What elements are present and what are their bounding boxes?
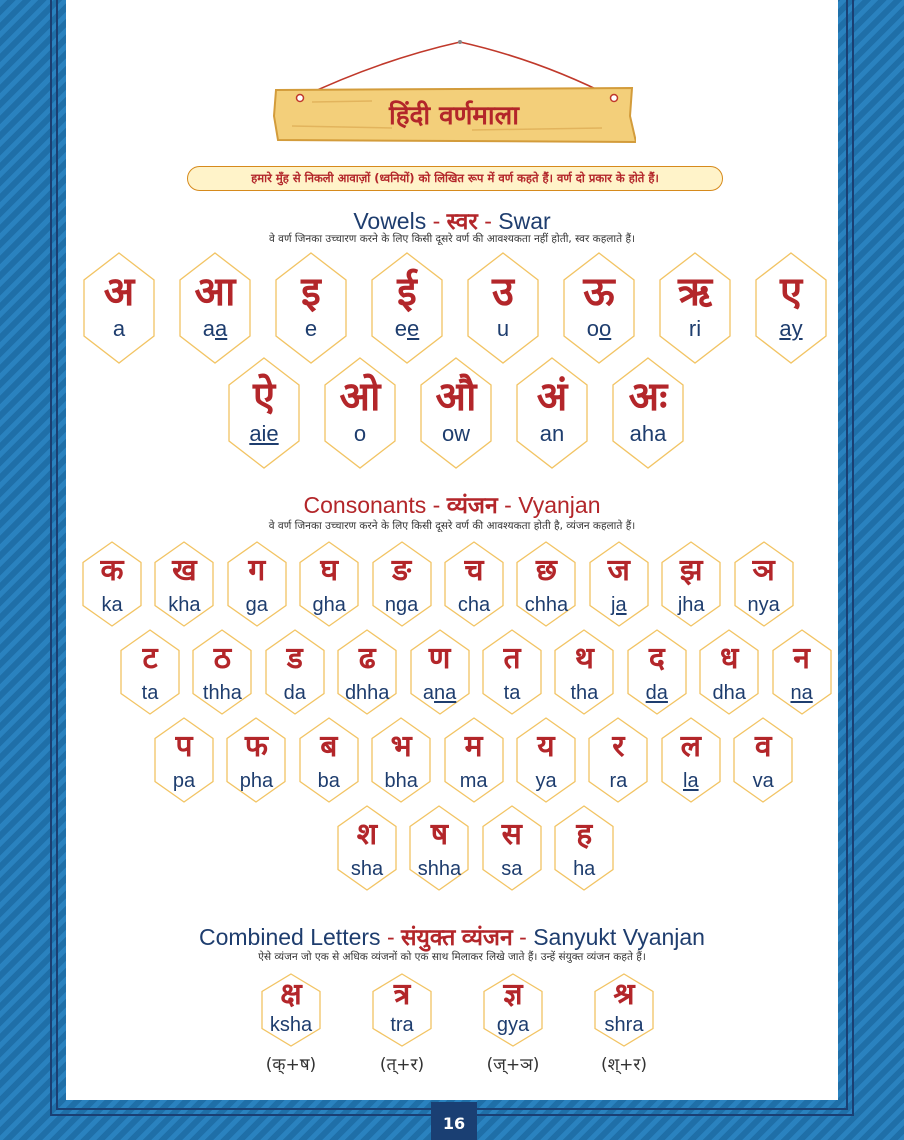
letter-glyph: उ (492, 269, 514, 315)
letter-card (482, 629, 542, 715)
letter-glyph: ऐ (252, 374, 276, 420)
transliteration (120, 681, 180, 705)
transliteration-part: ma (459, 770, 488, 792)
transliteration (299, 769, 359, 793)
transliteration-part: va (752, 770, 774, 792)
letter-card (444, 541, 504, 627)
letter-glyph: ह (576, 817, 593, 852)
letter-card (371, 252, 443, 364)
letter-glyph: ब (320, 729, 338, 764)
transliteration (226, 769, 286, 793)
heading-dash: - (386, 924, 395, 950)
transliteration-part: cha (457, 594, 491, 616)
letter-glyph: न (793, 641, 810, 676)
letter-card (516, 717, 576, 803)
letter-card (467, 252, 539, 364)
transliteration-part: shha (417, 858, 462, 880)
consonants-heading (66, 488, 838, 520)
transliteration-part: ka (101, 594, 123, 616)
transliteration-part: sa (501, 858, 523, 880)
transliteration-part: e (407, 316, 420, 341)
letter-glyph: म (464, 729, 483, 764)
transliteration (588, 769, 648, 793)
letter-glyph: ध (719, 641, 739, 676)
transliteration (409, 857, 469, 881)
transliteration-part: aha (629, 421, 667, 446)
transliteration (192, 681, 252, 705)
transliteration (261, 1013, 321, 1037)
transliteration (444, 593, 504, 617)
heading-dash: - (432, 492, 441, 518)
combined-formula: (क्+ष) (265, 1055, 317, 1075)
letter-card (516, 357, 588, 469)
transliteration-part: ya (535, 770, 557, 792)
letter-card (554, 805, 614, 891)
transliteration-part: gya (496, 1014, 530, 1036)
transliteration-part: ksha (269, 1014, 313, 1036)
transliteration-part: ta (503, 682, 521, 704)
letter-card (372, 541, 432, 627)
letter-glyph: ट (142, 641, 158, 676)
transliteration-part: o (353, 421, 367, 446)
transliteration-part: gha (312, 594, 346, 616)
letter-glyph: क (100, 553, 124, 588)
transliteration-part: shra (604, 1014, 644, 1036)
letter-glyph: ओ (339, 374, 381, 420)
letter-glyph: ख (172, 553, 197, 588)
letter-glyph: अः (628, 374, 668, 420)
letter-glyph: फ (244, 729, 268, 764)
letter-card (612, 357, 684, 469)
transliteration-part: bha (384, 770, 418, 792)
transliteration-part: u (496, 316, 510, 341)
letter-glyph: ए (779, 269, 803, 315)
transliteration (372, 593, 432, 617)
letter-glyph: ण (428, 641, 451, 676)
transliteration (627, 681, 687, 705)
letter-glyph: अं (536, 374, 568, 420)
transliteration (154, 769, 214, 793)
letter-card (228, 357, 300, 469)
letter-card (261, 973, 321, 1047)
transliteration-part: dha (712, 682, 746, 704)
transliteration (516, 769, 576, 793)
letter-glyph: भ (390, 729, 412, 764)
letter-glyph: थ (574, 641, 594, 676)
heading-dash: - (484, 208, 492, 234)
transliteration-part: a (215, 316, 228, 341)
letter-glyph: औ (435, 374, 477, 420)
letter-card (483, 973, 543, 1047)
transliteration (337, 857, 397, 881)
transliteration-part: a (112, 316, 126, 341)
transliteration (410, 681, 470, 705)
letter-card (299, 717, 359, 803)
transliteration-part: ja (611, 594, 627, 616)
letter-card (733, 717, 793, 803)
combined-title-tr: Sanyukt Vyanjan (533, 924, 705, 950)
vowels-title-en: Vowels (353, 208, 427, 234)
letter-card (83, 252, 155, 364)
transliteration (82, 593, 142, 617)
letter-card (82, 541, 142, 627)
letter-card (755, 252, 827, 364)
transliteration (482, 681, 542, 705)
heading-dash: - (519, 924, 527, 950)
letter-glyph: ढ (358, 641, 376, 676)
letter-card (179, 252, 251, 364)
letter-card (482, 805, 542, 891)
transliteration (661, 769, 721, 793)
letter-card (226, 717, 286, 803)
transliteration-part: na (434, 682, 457, 704)
transliteration-part: o (599, 316, 612, 341)
letter-card (410, 629, 470, 715)
transliteration-part: ri (688, 316, 702, 341)
letter-glyph: ङ (392, 553, 412, 588)
transliteration (563, 316, 635, 342)
letter-glyph: ऊ (583, 269, 615, 315)
transliteration-part: da (645, 682, 668, 704)
letter-card (563, 252, 635, 364)
transliteration-part: ow (441, 421, 471, 446)
transliteration (516, 593, 576, 617)
letter-card (594, 973, 654, 1047)
transliteration-part: sha (350, 858, 384, 880)
transliteration (734, 593, 794, 617)
consonants-title-hi: व्यंजन (446, 492, 498, 518)
transliteration-part: na (790, 682, 813, 704)
letter-glyph: व (754, 729, 772, 764)
transliteration (516, 421, 588, 447)
transliteration-part: ga (245, 594, 268, 616)
letter-card (588, 717, 648, 803)
letter-card (299, 541, 359, 627)
letter-card (627, 629, 687, 715)
intro-banner: हमारे मुँह से निकली आवाज़ों (ध्वनियों) को लिखित रूप में वर्ण कहते हैं। वर्ण दो प्रकार के होते हैं। (187, 166, 723, 191)
letter-card (409, 805, 469, 891)
combined-formula: (त्+र) (379, 1055, 425, 1075)
transliteration-part: ba (317, 770, 340, 792)
transliteration (612, 421, 684, 447)
transliteration-part: a (422, 682, 435, 704)
transliteration-part: a (202, 316, 215, 341)
transliteration (554, 857, 614, 881)
consonants-title-tr: Vyanjan (518, 492, 601, 518)
transliteration (228, 421, 300, 447)
transliteration (733, 769, 793, 793)
transliteration-part: da (283, 682, 306, 704)
transliteration-part: e (304, 316, 318, 341)
transliteration-part: ra (609, 770, 628, 792)
page-number: 16 (431, 1102, 477, 1140)
transliteration-part: dhha (344, 682, 390, 704)
vowels-title-tr: Swar (498, 208, 551, 234)
transliteration (594, 1013, 654, 1037)
combined-subtitle: ऐसे व्यंजन जो एक से अधिक व्यंजनों को एक साथ मिलाकर लिखे जाते हैं। उन्हें संयुक्त व्यंजन कहते हैं। (258, 951, 646, 963)
letter-card (275, 252, 347, 364)
letter-glyph: य (537, 729, 555, 764)
letter-glyph: ऋ (677, 269, 713, 315)
letter-glyph: झ (679, 553, 703, 588)
transliteration-part: kha (168, 594, 201, 616)
transliteration (699, 681, 759, 705)
letter-glyph: ठ (213, 641, 232, 676)
letter-card (699, 629, 759, 715)
transliteration-part: ha (573, 858, 596, 880)
transliteration-part: pha (239, 770, 274, 792)
letter-glyph: इ (301, 269, 321, 315)
letter-card (772, 629, 832, 715)
letter-card (554, 629, 614, 715)
transliteration-part: la (683, 770, 699, 792)
letter-glyph: स (501, 817, 522, 852)
letter-glyph: र (612, 729, 625, 764)
transliteration (265, 681, 325, 705)
transliteration (179, 316, 251, 342)
transliteration (482, 857, 542, 881)
transliteration (227, 593, 287, 617)
letter-card (265, 629, 325, 715)
letter-card (734, 541, 794, 627)
transliteration (420, 421, 492, 447)
letter-card (420, 357, 492, 469)
transliteration-part: an (539, 421, 565, 446)
letter-glyph: च (464, 553, 484, 588)
letter-card (516, 541, 576, 627)
letter-card (659, 252, 731, 364)
transliteration (337, 681, 397, 705)
letter-card (192, 629, 252, 715)
vowels-title-hi: स्वर (446, 208, 478, 234)
letter-glyph: ष (430, 817, 449, 852)
transliteration (444, 769, 504, 793)
transliteration (83, 316, 155, 342)
transliteration-part: tha (570, 682, 599, 704)
transliteration (589, 593, 649, 617)
heading-dash: - (432, 208, 441, 234)
letter-glyph: घ (320, 553, 339, 588)
transliteration-part: chha (524, 594, 569, 616)
letter-card (661, 541, 721, 627)
letter-glyph: ञ (752, 553, 775, 588)
letter-glyph: प (175, 729, 193, 764)
transliteration (299, 593, 359, 617)
transliteration (772, 681, 832, 705)
letter-card (444, 717, 504, 803)
letter-card (371, 717, 431, 803)
letter-card (324, 357, 396, 469)
letter-glyph: आ (194, 269, 236, 315)
letter-card (337, 629, 397, 715)
letter-glyph: ग (248, 553, 266, 588)
letter-glyph: ज (607, 553, 630, 588)
transliteration (661, 593, 721, 617)
transliteration (371, 769, 431, 793)
page-title: हिंदी वर्णमाला (388, 101, 520, 131)
letter-glyph: त्र (393, 977, 411, 1012)
letter-glyph: त (503, 641, 521, 676)
combined-formula: (श्+र) (600, 1055, 648, 1075)
letter-card (372, 973, 432, 1047)
letter-glyph: छ (535, 553, 557, 588)
transliteration (324, 421, 396, 447)
transliteration-part: jha (677, 594, 705, 616)
letter-card (337, 805, 397, 891)
transliteration (755, 316, 827, 342)
combined-title-hi: संयुक्त व्यंजन (401, 924, 513, 950)
transliteration-part: thha (202, 682, 242, 704)
heading-dash: - (504, 492, 512, 518)
consonants-title-en: Consonants (303, 492, 427, 518)
transliteration-part: ta (141, 682, 159, 704)
consonants-subtitle: वे वर्ण जिनका उच्चारण करने के लिए किसी दूसरे वर्ण की आवश्यकता होती है, व्यंजन कहलाते हैं। (268, 520, 636, 532)
transliteration (275, 316, 347, 342)
letter-card (154, 541, 214, 627)
transliteration-part: o (586, 316, 599, 341)
transliteration-part: aie (249, 421, 279, 446)
letter-card (120, 629, 180, 715)
transliteration-part: nya (747, 594, 780, 616)
letter-glyph: अ (103, 269, 135, 315)
letter-card (227, 541, 287, 627)
letter-glyph: श्र (613, 977, 635, 1012)
combined-heading (66, 920, 838, 952)
transliteration (371, 316, 443, 342)
letter-card (661, 717, 721, 803)
letter-card (154, 717, 214, 803)
letter-glyph: ई (397, 269, 417, 315)
combined-formula: (ज्+ञ) (486, 1055, 540, 1075)
transliteration-part: tra (390, 1014, 414, 1036)
letter-glyph: श (356, 817, 378, 852)
letter-glyph: द (648, 641, 665, 676)
vowels-subtitle: वे वर्ण जिनका उच्चारण करने के लिए किसी दूसरे वर्ण की आवश्यकता नहीं होती, स्वर कहलाते हैं। (268, 233, 636, 245)
letter-glyph: ल (680, 729, 701, 764)
letter-glyph: ड (286, 641, 303, 676)
letter-card (589, 541, 649, 627)
letter-glyph: ज्ञ (503, 977, 523, 1012)
transliteration (372, 1013, 432, 1037)
combined-title-en: Combined Letters (199, 924, 381, 950)
transliteration-part: nga (384, 594, 419, 616)
transliteration-part: ay (779, 316, 803, 341)
transliteration (467, 316, 539, 342)
transliteration (154, 593, 214, 617)
transliteration-part: pa (172, 770, 196, 792)
letter-glyph: क्ष (280, 977, 302, 1012)
transliteration (554, 681, 614, 705)
transliteration (659, 316, 731, 342)
transliteration (483, 1013, 543, 1037)
transliteration-part: e (394, 316, 407, 341)
